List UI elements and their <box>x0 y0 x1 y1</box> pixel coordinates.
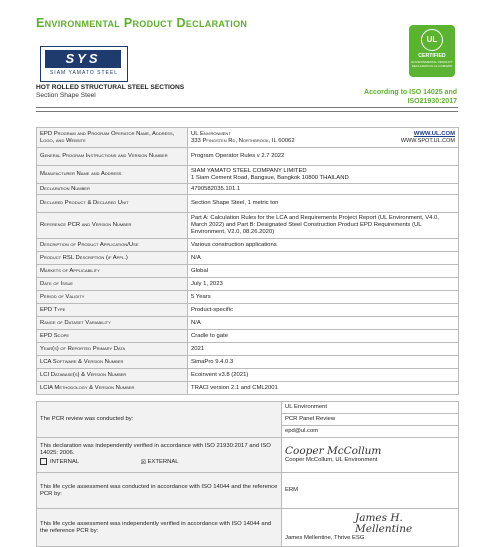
ul-certified-badge <box>409 25 455 77</box>
table-row <box>37 195 459 213</box>
table-row <box>37 402 459 414</box>
table-row <box>37 148 459 166</box>
row-label: LCI Database(s) & Version Number <box>37 369 188 382</box>
row-value: N/A <box>188 317 459 330</box>
internal-label: INTERNAL <box>50 459 79 466</box>
iso-standard-note <box>337 88 457 106</box>
program-address: 333 Pfingsten Rd, Northbrook, IL 60062 <box>191 137 295 144</box>
ul-mark-icon: UL <box>421 29 443 51</box>
table-row <box>37 369 459 382</box>
pcr-review-label: The PCR review was conducted by: <box>37 402 282 438</box>
row-label: LCA Software & Version Number <box>37 356 188 369</box>
row-label: Markets of Applicability <box>37 265 188 278</box>
lca-verification-label: This life cycle assessment was independently verified in accordance with ISO 14044 and the reference PCR by: <box>37 509 282 547</box>
badge-small-text: ENVIRONMENTAL PRODUCT DECLARATION UL.COM/EPD <box>411 60 453 68</box>
verification-table <box>36 401 459 547</box>
logo-banner <box>45 50 121 68</box>
row-label: Period of Validity <box>37 291 188 304</box>
badge-certified-label: CERTIFIED <box>418 53 446 59</box>
table-row <box>37 184 459 195</box>
verification-statement: This declaration was independently verified in accordance with ISO 21930:2017 and ISO 14025: 2006. <box>40 443 271 457</box>
logo-subtext: SIAM YAMATO STEEL <box>49 70 119 76</box>
pcr-review-email[interactable]: epd@ul.com <box>282 426 459 438</box>
table-row <box>37 509 459 547</box>
row-value: Global <box>188 265 459 278</box>
table-row <box>37 356 459 369</box>
table-row <box>37 438 459 473</box>
declaration-table <box>36 127 459 395</box>
program-cell <box>188 128 459 148</box>
company-logo <box>40 46 128 82</box>
external-label: EXTERNAL <box>147 459 179 466</box>
verifier-name: Cooper McCollum, UL Environment <box>285 457 378 463</box>
pcr-review-panel: PCR Panel Review <box>282 414 459 426</box>
manufacturer-name: SIAM YAMATO STEEL COMPANY LIMITED <box>191 167 307 174</box>
spot-website-link[interactable]: WWW.SPOT.UL.COM <box>400 137 455 144</box>
pcr-review-org: UL Environment <box>282 402 459 414</box>
row-value: TRACI version 2.1 and CML2001 <box>188 382 459 395</box>
row-value: Program Operator Rules v 2.7 2022 <box>188 148 459 166</box>
table-row <box>37 343 459 356</box>
row-label: Description of Product Application/Use <box>37 239 188 252</box>
internal-checkbox[interactable] <box>40 458 47 465</box>
document-title: Environmental Product Declaration <box>36 16 248 30</box>
row-label: General Program Instructions and Version Number <box>37 148 188 166</box>
lca-verifier-name: James Mellentine, Thrive ESG <box>285 535 365 541</box>
lca-review-value: ERM <box>282 473 459 509</box>
row-value: SimaPro 9.4.0.3 <box>188 356 459 369</box>
row-label: EPD Type <box>37 304 188 317</box>
row-value: Part A: Calculation Rules for the LCA and Requirements Project Report (UL Environment, V4.0, March 2022) and Part B: Designated Steel Construction Product EPD Requirements (UL Environment, V2.0, 08.26.2020) <box>188 213 459 239</box>
row-label: Year(s) of Reported Primary Data <box>37 343 188 356</box>
table-row <box>37 239 459 252</box>
lca-verifier-cell <box>282 509 459 547</box>
ul-website-link[interactable]: WWW.UL.COM <box>413 130 455 137</box>
row-value: Various construction applications <box>188 239 459 252</box>
lca-verifier-signature: James H. Mellentine <box>355 512 413 535</box>
table-row <box>37 128 459 148</box>
table-row <box>37 278 459 291</box>
row-value: Cradle to gate <box>188 330 459 343</box>
row-label: EPD Scope <box>37 330 188 343</box>
row-value: 4790582035.101.1 <box>188 184 459 195</box>
product-heading: HOT ROLLED STRUCTURAL STEEL SECTIONS <box>36 84 185 91</box>
header-divider-2 <box>36 111 458 112</box>
table-row <box>37 317 459 330</box>
row-value: Ecoinvent v3.8 (2021) <box>188 369 459 382</box>
row-label: Reference PCR and Version Number <box>37 213 188 239</box>
iso-line-1: According to ISO 14025 and <box>364 89 457 96</box>
header-divider <box>36 107 458 108</box>
manufacturer-address: 1 Siam Cement Road, Bangsue, Bangkok 10800 THAILAND <box>191 174 349 181</box>
table-row <box>37 382 459 395</box>
table-row <box>37 166 459 184</box>
table-row <box>37 265 459 278</box>
row-label: Manufacturer Name and Address <box>37 166 188 184</box>
product-subheading: Section Shape Steel <box>36 92 96 99</box>
row-label: Range of Dataset Variability <box>37 317 188 330</box>
row-value: July 1, 2023 <box>188 278 459 291</box>
row-label: Declaration Number <box>37 184 188 195</box>
table-row <box>37 330 459 343</box>
row-value: Product-specific <box>188 304 459 317</box>
table-row <box>37 304 459 317</box>
verification-cell <box>37 438 282 473</box>
row-value: 2021 <box>188 343 459 356</box>
verifier-signature: Cooper McCollum <box>285 445 382 457</box>
lca-review-label: This life cycle assessment was conducted in accordance with ISO 14044 and the reference PCR by: <box>37 473 282 509</box>
table-row <box>37 291 459 304</box>
row-label: EPD Program and Program Operator Name, Address, Logo, and Website <box>37 128 188 148</box>
table-row <box>37 252 459 265</box>
external-checkbox[interactable]: ☒ <box>140 459 146 466</box>
verifier-cell <box>282 438 459 473</box>
program-name: UL Environment <box>191 130 231 137</box>
iso-line-2: ISO21930:2017 <box>407 98 457 105</box>
row-value: Section Shape Steel, 1 metric ton <box>188 195 459 213</box>
table-row <box>37 213 459 239</box>
row-value: 5 Years <box>188 291 459 304</box>
row-label: LCIA Methodology & Version Number <box>37 382 188 395</box>
row-value <box>188 166 459 184</box>
row-value: N/A <box>188 252 459 265</box>
row-label: Product RSL Description (if Appl.) <box>37 252 188 265</box>
row-label: Declared Product & Declared Unit <box>37 195 188 213</box>
row-label: Date of Issue <box>37 278 188 291</box>
table-row <box>37 473 459 509</box>
logo-letters: SYS <box>65 51 101 66</box>
